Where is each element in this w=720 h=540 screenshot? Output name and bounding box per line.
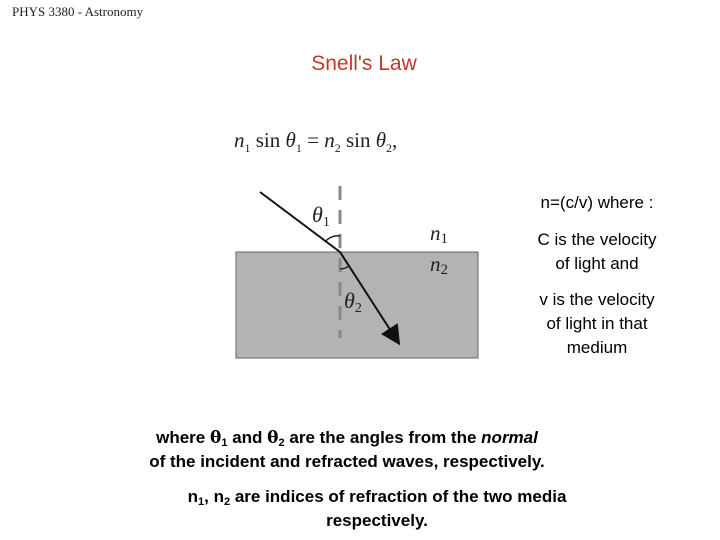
theta2-label: θ [344, 288, 355, 313]
n1-sub: 1 [440, 231, 448, 247]
refraction-diagram [220, 178, 500, 368]
indices-line-2: respectively. [326, 511, 428, 530]
n1-label: n [430, 221, 441, 245]
definition-line-2b: of light and [555, 254, 639, 273]
theta1-sub: 1 [322, 215, 330, 230]
definition-line-3c: medium [566, 338, 628, 357]
caption-line-2: of the incident and refracted waves, respectively. [149, 452, 545, 471]
eq-theta2: θ [375, 128, 387, 152]
eq-n2-sub: 2 [334, 141, 341, 156]
caption-normal-word: normal [481, 428, 538, 447]
eq-sin2: sin [345, 128, 371, 152]
theta2-sub: 2 [354, 301, 362, 316]
definition-line-2a: C is the velocity [537, 230, 657, 249]
theta1-label: θ [312, 202, 323, 227]
eq-n2: n [324, 128, 335, 152]
svg-text:θ1 [312, 202, 330, 230]
definition-line-1: n=(c/v) where : [540, 193, 654, 212]
caption-theta2: θ [267, 428, 279, 448]
caption-angles-text: are the angles from the [289, 428, 477, 447]
definition-line-3a: v is the velocity [539, 290, 655, 309]
eq-comma: , [392, 128, 398, 152]
indices-n1: n [187, 487, 198, 506]
indices-comma: , [204, 487, 209, 506]
n2-sub: 2 [440, 262, 448, 278]
theta1-arc [325, 236, 340, 242]
caption-and: and [232, 428, 263, 447]
indices-sub2: 2 [223, 496, 231, 508]
caption-sub2: 2 [278, 437, 285, 449]
caption-theta1: θ [210, 428, 222, 448]
caption-sub1: 1 [221, 437, 228, 449]
eq-equals: = [307, 128, 319, 152]
eq-theta1-sub: 1 [295, 141, 302, 156]
eq-n1-sub: 1 [244, 141, 251, 156]
slide-title: Snell's Law [311, 52, 417, 75]
svg-text:n1 [430, 221, 448, 247]
eq-n1: n [234, 128, 245, 152]
course-header: PHYS 3380 - Astronomy [12, 4, 144, 19]
caption-where: where [156, 428, 206, 447]
indices-text: are indices of refraction of the two media [234, 487, 567, 506]
eq-theta1: θ [285, 128, 296, 152]
eq-sin1: sin [255, 128, 281, 152]
snells-law-equation [234, 128, 434, 158]
definition-line-3b: of light in that [546, 314, 648, 333]
eq-theta2-sub: 2 [386, 141, 393, 156]
n2-label: n [430, 252, 441, 276]
indices-n2: n [213, 487, 224, 506]
indices-sub1: 1 [197, 496, 205, 508]
